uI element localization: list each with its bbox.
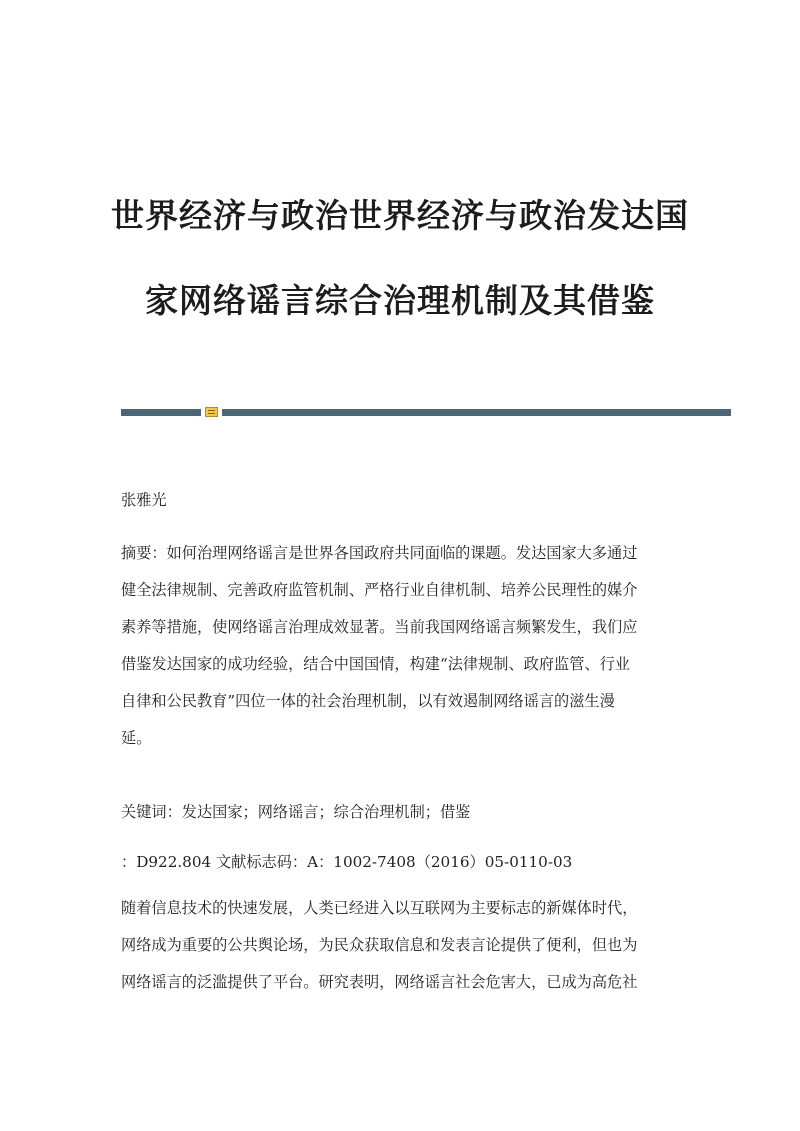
document-badge-icon-bar-bottom	[208, 413, 215, 414]
body-line-1: 随着信息技术的快速发展，人类已经进入以互联网为主要标志的新媒体时代，	[121, 899, 638, 917]
abstract-line-2: 健全法律规制、完善政府监管机制、严格行业自律机制、培养公民理性的媒介	[121, 581, 638, 599]
abstract-line-5: 自律和公民教育”四位一体的社会治理机制，以有效遏制网络谣言的滋生漫	[121, 692, 615, 710]
classification-line: ：D922.804 文献标志码：A：1002-7408（2016）05-0110-03	[121, 853, 573, 871]
document-badge-icon	[205, 407, 218, 417]
title-divider-left	[121, 409, 201, 416]
body-line-3: 网络谣言的泛滥提供了平台。研究表明，网络谣言社会危害大，已成为高危社	[121, 973, 638, 991]
author-name: 张雅光	[121, 491, 167, 509]
abstract-line-1: 摘要：如何治理网络谣言是世界各国政府共同面临的课题。发达国家大多通过	[121, 544, 638, 562]
document-title-line-1: 世界经济与政治世界经济与政治发达国	[111, 196, 689, 235]
abstract-line-4: 借鉴发达国家的成功经验，结合中国国情，构建“法律规制、政府监管、行业	[121, 655, 630, 673]
body-line-2: 网络成为重要的公共舆论场，为民众获取信息和发表言论提供了便利，但也为	[121, 936, 638, 954]
document-badge-icon-bar-top	[208, 410, 215, 411]
keywords-line: 关键词：发达国家；网络谣言；综合治理机制；借鉴	[121, 803, 471, 821]
title-divider-right	[222, 409, 731, 416]
abstract-line-3: 素养等措施，使网络谣言治理成效显著。当前我国网络谣言频繁发生，我们应	[121, 618, 638, 636]
document-title-line-2: 家网络谣言综合治理机制及其借鉴	[145, 281, 655, 320]
abstract-line-6: 延。	[121, 729, 152, 747]
